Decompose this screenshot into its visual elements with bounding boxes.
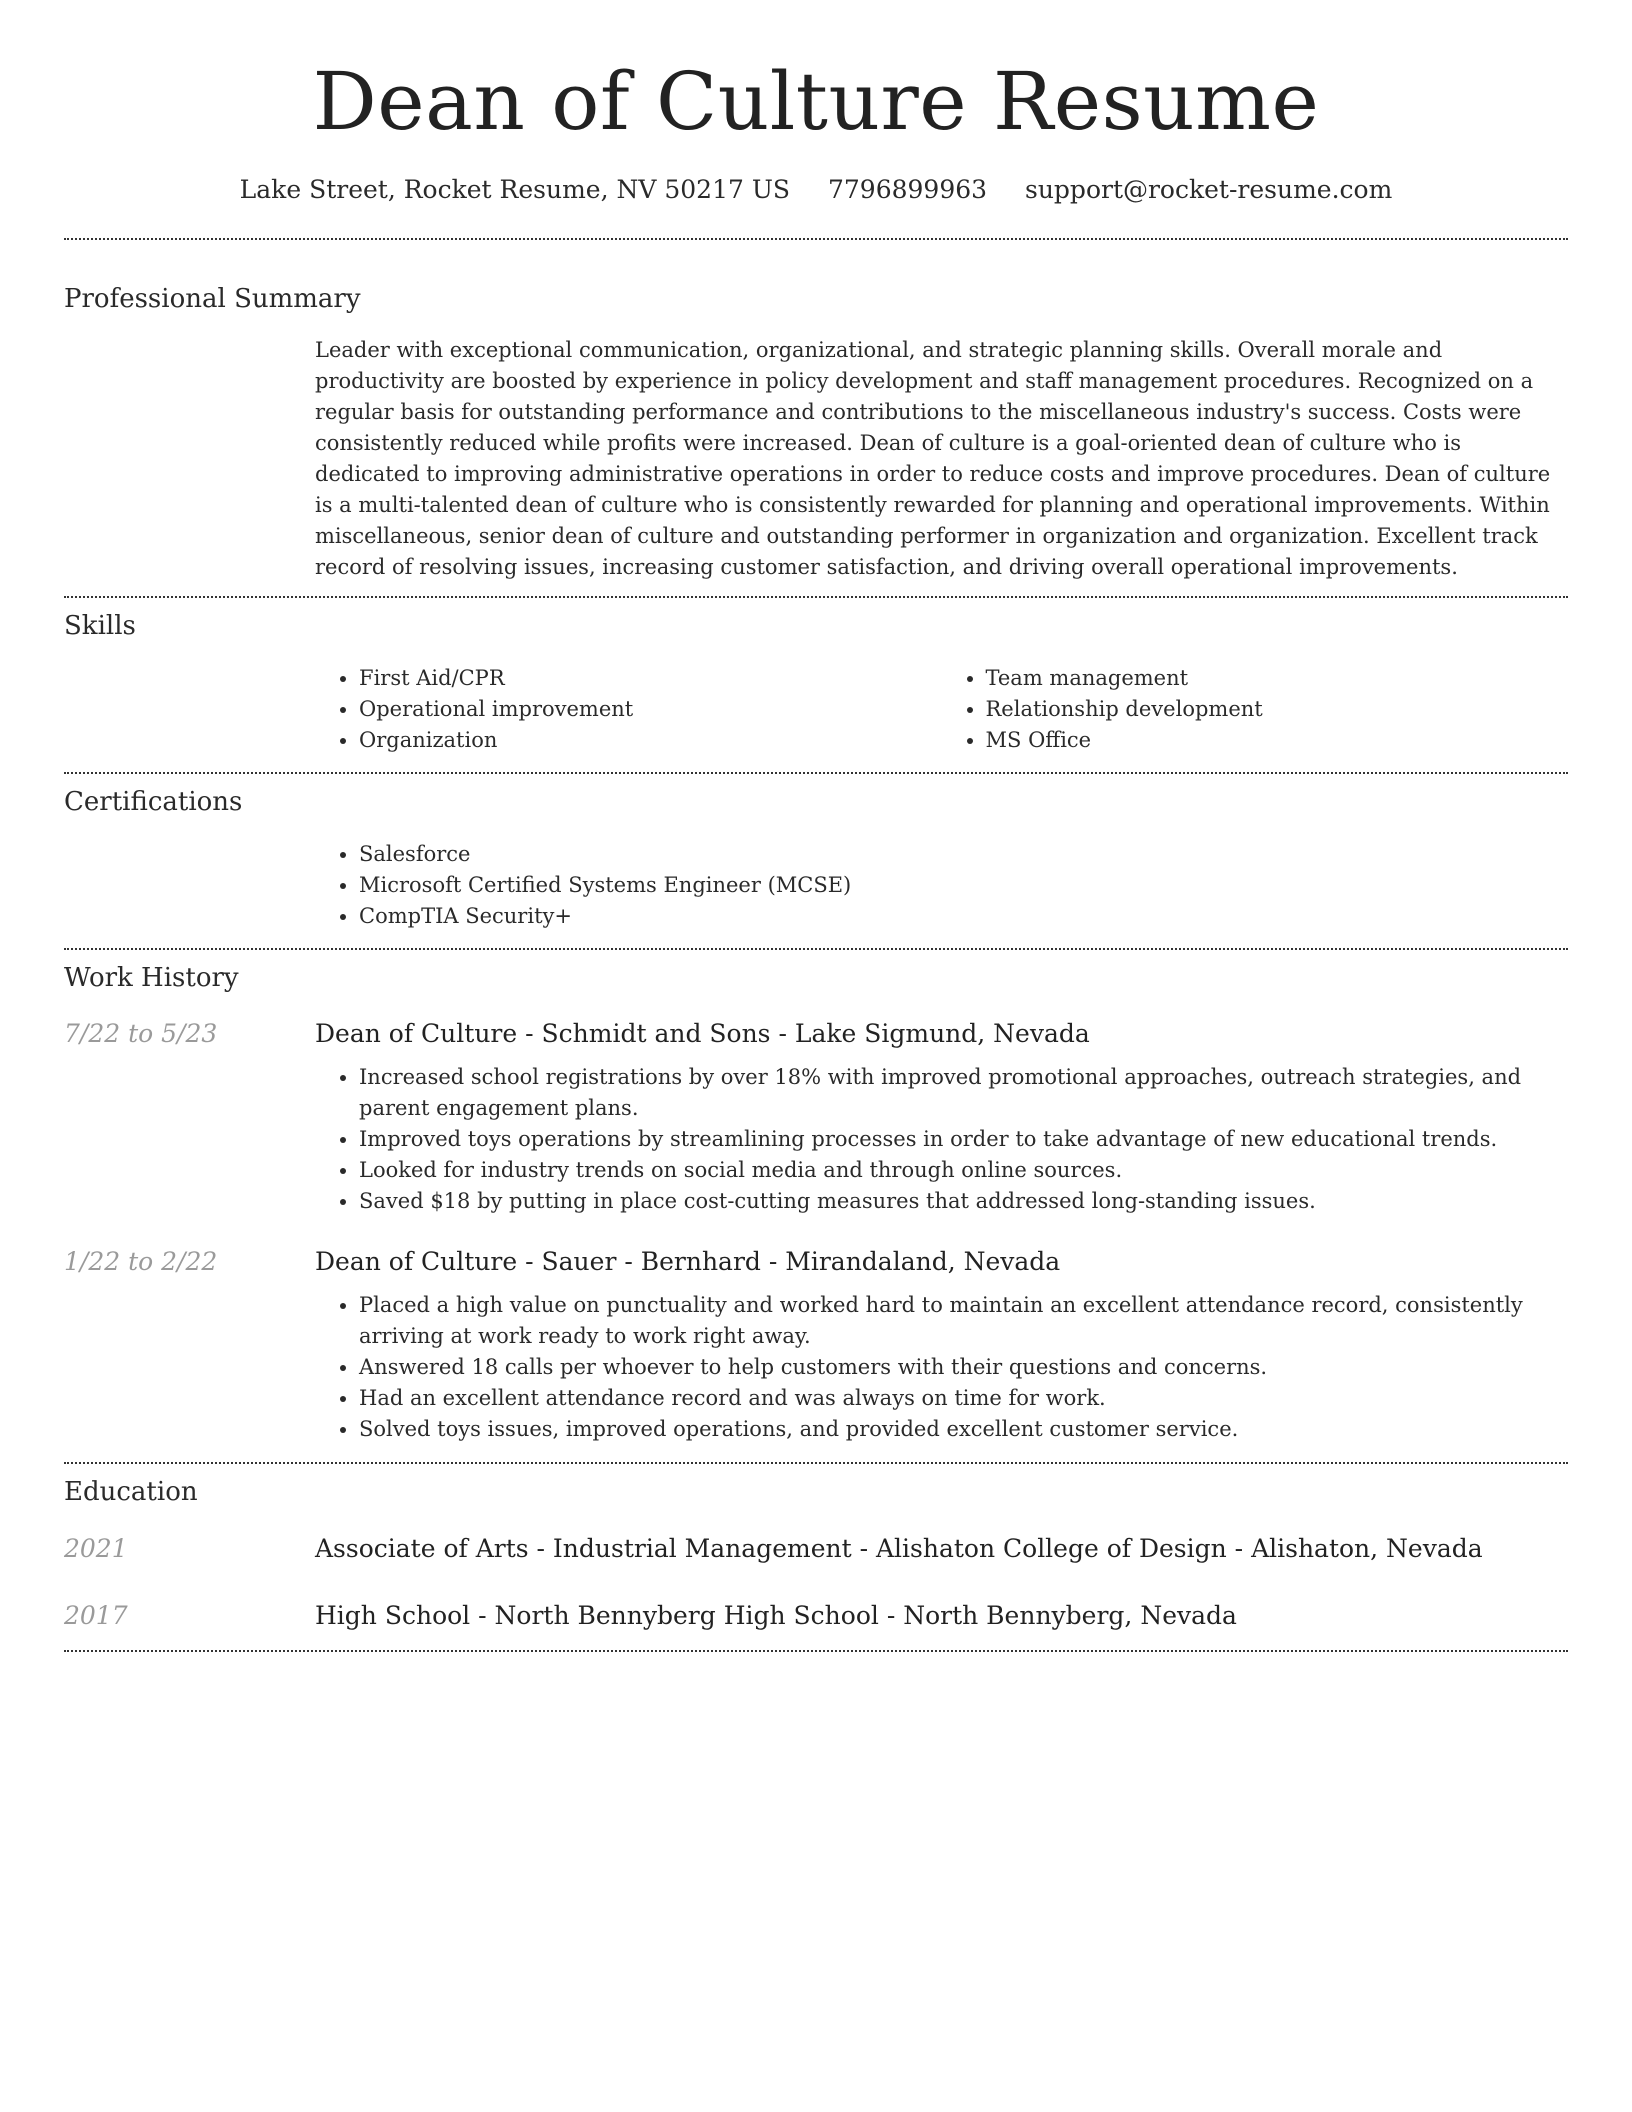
skill-item: • Organization — [359, 725, 942, 756]
job-bullet: • Improved toys operations by streamlining processes in order to take advantage of new educational trends. — [359, 1124, 1568, 1155]
job-bullet: • Placed a high value on punctuality and worked hard to maintain an excellent attendance record, consistently arriving at work ready to work right away. — [359, 1290, 1568, 1352]
certification-item: • CompTIA Security+ — [359, 901, 1568, 932]
job-bullet: • Solved toys issues, improved operations, and provided excellent customer service. — [359, 1414, 1568, 1445]
certification-item: • Salesforce — [359, 839, 1568, 870]
section-title-education: Education — [64, 1477, 198, 1507]
education-details: - Alishaton College of Design - Alishaton, Nevada — [851, 1534, 1483, 1563]
job-entry — [64, 1245, 1568, 1445]
education-entry — [64, 1599, 1568, 1633]
work-history-section — [0, 950, 1632, 1445]
job-details: - Schmidt and Sons - Lake Sigmund, Nevada — [517, 1019, 1090, 1048]
resume-header — [0, 0, 1632, 206]
job-dates: 7/22 to 5/23 — [64, 1019, 218, 1048]
summary-content — [315, 335, 1568, 583]
job-bullet: • Had an excellent attendance record and was always on time for work. — [359, 1383, 1568, 1414]
certifications-section — [0, 774, 1632, 932]
skill-item: • MS Office — [986, 725, 1569, 756]
contact-email: support@rocket-resume.com — [1025, 175, 1393, 204]
job-bullet: • Looked for industry trends on social media and through online sources. — [359, 1155, 1568, 1186]
job-dates: 1/22 to 2/22 — [64, 1247, 218, 1276]
skills-list-right — [942, 663, 1569, 756]
job-bullets — [315, 1062, 1568, 1217]
education-section — [0, 1464, 1632, 1633]
education-entry — [64, 1532, 1568, 1566]
job-bullet-list — [315, 1062, 1568, 1217]
job-role: Dean of Culture — [315, 1019, 518, 1048]
job-header — [64, 1017, 1568, 1051]
section-title-certifications: Certifications — [64, 787, 243, 817]
skills-columns — [315, 663, 1568, 756]
contact-line — [0, 174, 1632, 206]
job-role: Dean of Culture — [315, 1247, 518, 1276]
skill-item: • Relationship development — [986, 694, 1569, 725]
job-bullet: • Increased school registrations by over 18% with improved promotional approaches, outreach strategies, and parent engagement plans. — [359, 1062, 1568, 1124]
job-bullets — [315, 1290, 1568, 1445]
summary-text: Leader with exceptional communication, organizational, and strategic planning skills. Overall morale and productivity are boosted by experience in policy development and staff management procedures. Recognized on a regular basis for outstanding performance and contributions to the miscellaneous industry's success. Costs were consistently reduced while profits were increased. Dean of culture is a goal-oriented dean of culture who is dedicated to improving administrative operations in order to reduce costs and improve procedures. Dean of culture is a multi-talented dean of culture who is consistently rewarded for planning and operational improvements. Within miscellaneous, senior dean of culture and outstanding performer in organization and organization. Excellent track record of resolving issues, increasing customer satisfaction, and driving overall operational improvements. — [315, 338, 1551, 579]
resume-title: Dean of Culture Resume — [312, 55, 1320, 148]
certifications-content — [315, 839, 1568, 932]
contact-address: Lake Street, Rocket Resume, NV 50217 US — [239, 175, 791, 204]
job-bullet: • Saved $18 by putting in place cost-cutting measures that addressed long-standing issues. — [359, 1186, 1568, 1217]
job-bullet: • Answered 18 calls per whoever to help customers with their questions and concerns. — [359, 1352, 1568, 1383]
skills-section — [0, 598, 1632, 756]
certification-item: • Microsoft Certified Systems Engineer (MCSE) — [359, 870, 1568, 901]
job-details: - Sauer - Bernhard - Mirandaland, Nevada — [517, 1247, 1061, 1276]
education-title-line — [315, 1599, 1237, 1633]
education-year: 2021 — [64, 1534, 128, 1563]
certifications-list — [315, 839, 1568, 932]
job-header — [64, 1245, 1568, 1279]
summary-section — [0, 240, 1632, 583]
section-title-skills: Skills — [64, 611, 136, 641]
skill-item: • First Aid/CPR — [359, 663, 942, 694]
education-degree: Associate of Arts - Industrial Management — [315, 1534, 852, 1563]
skill-item: • Operational improvement — [359, 694, 942, 725]
education-year: 2017 — [64, 1601, 128, 1630]
job-entry — [64, 1017, 1568, 1217]
section-title-work: Work History — [64, 963, 239, 993]
job-title-line — [315, 1245, 1060, 1279]
job-title-line — [315, 1017, 1090, 1051]
education-details: - North Bennyberg High School - North Bennyberg, Nevada — [470, 1601, 1237, 1630]
education-degree: High School — [315, 1601, 471, 1630]
education-title-line — [315, 1532, 1483, 1566]
section-title-summary: Professional Summary — [64, 284, 361, 314]
contact-phone: 7796899963 — [827, 175, 988, 204]
skills-list-left — [315, 663, 942, 756]
divider — [64, 1650, 1568, 1652]
job-bullet-list — [315, 1290, 1568, 1445]
skill-item: • Team management — [986, 663, 1569, 694]
